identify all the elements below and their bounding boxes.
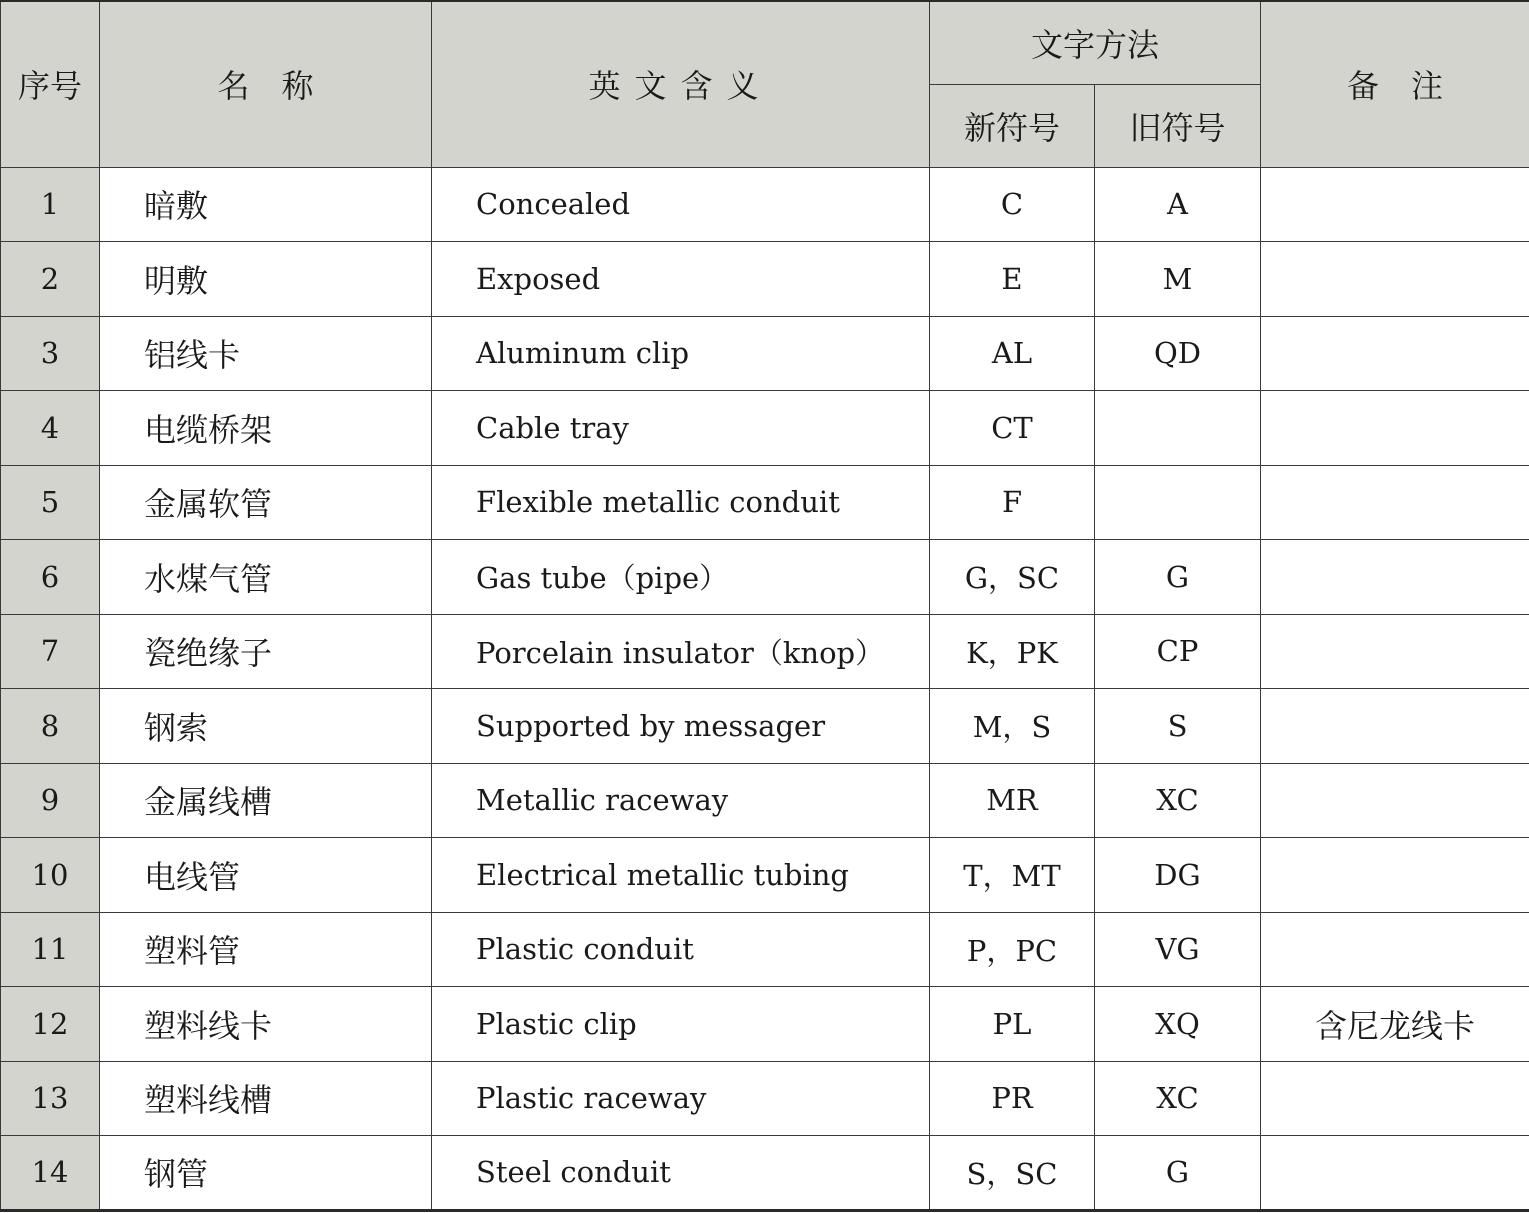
header-old-symbol: 旧符号 bbox=[1095, 84, 1261, 167]
row-new-symbol: T，MT bbox=[930, 838, 1095, 913]
row-english: Plastic conduit bbox=[432, 912, 930, 987]
row-old-symbol: S bbox=[1095, 689, 1261, 764]
row-new-symbol: G，SC bbox=[930, 540, 1095, 615]
row-name: 暗敷 bbox=[100, 167, 432, 242]
table-row bbox=[1, 1136, 1529, 1211]
table-row bbox=[1, 1061, 1529, 1136]
row-name: 水煤气管 bbox=[100, 540, 432, 615]
row-english: Supported by messager bbox=[432, 689, 930, 764]
header-method-group: 文字方法 bbox=[930, 1, 1261, 84]
row-new-symbol: MR bbox=[930, 763, 1095, 838]
row-note bbox=[1261, 465, 1529, 540]
row-english: Concealed bbox=[432, 167, 930, 242]
row-name: 电缆桥架 bbox=[100, 391, 432, 466]
row-english: Aluminum clip bbox=[432, 316, 930, 391]
row-english: Plastic clip bbox=[432, 987, 930, 1062]
table-body bbox=[1, 167, 1529, 1210]
row-old-symbol: QD bbox=[1095, 316, 1261, 391]
row-note bbox=[1261, 838, 1529, 913]
row-note bbox=[1261, 1061, 1529, 1136]
row-note bbox=[1261, 614, 1529, 689]
row-english: Gas tube（pipe） bbox=[432, 540, 930, 615]
row-old-symbol: XC bbox=[1095, 1061, 1261, 1136]
row-new-symbol: P，PC bbox=[930, 912, 1095, 987]
table-row bbox=[1, 465, 1529, 540]
row-old-symbol bbox=[1095, 391, 1261, 466]
table-row bbox=[1, 838, 1529, 913]
row-old-symbol: A bbox=[1095, 167, 1261, 242]
table-header bbox=[1, 1, 1529, 167]
row-name: 塑料线槽 bbox=[100, 1061, 432, 1136]
header-index: 序号 bbox=[1, 1, 100, 167]
row-note bbox=[1261, 167, 1529, 242]
row-english: Electrical metallic tubing bbox=[432, 838, 930, 913]
table-row bbox=[1, 167, 1529, 242]
row-old-symbol: CP bbox=[1095, 614, 1261, 689]
row-english: Cable tray bbox=[432, 391, 930, 466]
header-name: 名 称 bbox=[100, 1, 432, 167]
row-name: 电线管 bbox=[100, 838, 432, 913]
row-name: 塑料管 bbox=[100, 912, 432, 987]
row-note bbox=[1261, 689, 1529, 764]
row-english: Plastic raceway bbox=[432, 1061, 930, 1136]
row-english: Steel conduit bbox=[432, 1136, 930, 1211]
row-index: 5 bbox=[1, 465, 100, 540]
row-old-symbol: XC bbox=[1095, 763, 1261, 838]
row-name: 钢索 bbox=[100, 689, 432, 764]
row-old-symbol: G bbox=[1095, 1136, 1261, 1211]
row-name: 明敷 bbox=[100, 242, 432, 317]
row-english: Exposed bbox=[432, 242, 930, 317]
header-new-symbol: 新符号 bbox=[930, 84, 1095, 167]
table-row bbox=[1, 391, 1529, 466]
row-old-symbol bbox=[1095, 465, 1261, 540]
row-name: 铝线卡 bbox=[100, 316, 432, 391]
header-note: 备 注 bbox=[1261, 1, 1529, 167]
header-row-top bbox=[1, 1, 1529, 84]
row-index: 4 bbox=[1, 391, 100, 466]
row-name: 瓷绝缘子 bbox=[100, 614, 432, 689]
row-index: 1 bbox=[1, 167, 100, 242]
row-new-symbol: S，SC bbox=[930, 1136, 1095, 1211]
row-note bbox=[1261, 316, 1529, 391]
row-name: 钢管 bbox=[100, 1136, 432, 1211]
row-english: Flexible metallic conduit bbox=[432, 465, 930, 540]
table-row bbox=[1, 540, 1529, 615]
table-row bbox=[1, 316, 1529, 391]
header-english: 英文含义 bbox=[432, 1, 930, 167]
row-new-symbol: CT bbox=[930, 391, 1095, 466]
row-old-symbol: M bbox=[1095, 242, 1261, 317]
row-new-symbol: C bbox=[930, 167, 1095, 242]
row-old-symbol: DG bbox=[1095, 838, 1261, 913]
row-index: 14 bbox=[1, 1136, 100, 1211]
row-note bbox=[1261, 391, 1529, 466]
row-index: 10 bbox=[1, 838, 100, 913]
row-index: 9 bbox=[1, 763, 100, 838]
row-name: 金属线槽 bbox=[100, 763, 432, 838]
row-note bbox=[1261, 1136, 1529, 1211]
row-note bbox=[1261, 912, 1529, 987]
row-note: 含尼龙线卡 bbox=[1261, 987, 1529, 1062]
row-note bbox=[1261, 540, 1529, 615]
table-row bbox=[1, 912, 1529, 987]
row-new-symbol: F bbox=[930, 465, 1095, 540]
row-name: 金属软管 bbox=[100, 465, 432, 540]
row-new-symbol: E bbox=[930, 242, 1095, 317]
row-new-symbol: PL bbox=[930, 987, 1095, 1062]
row-index: 13 bbox=[1, 1061, 100, 1136]
row-new-symbol: M，S bbox=[930, 689, 1095, 764]
row-note bbox=[1261, 242, 1529, 317]
row-index: 11 bbox=[1, 912, 100, 987]
table-row bbox=[1, 614, 1529, 689]
row-old-symbol: VG bbox=[1095, 912, 1261, 987]
row-name: 塑料线卡 bbox=[100, 987, 432, 1062]
table-row bbox=[1, 689, 1529, 764]
row-new-symbol: PR bbox=[930, 1061, 1095, 1136]
row-english: Metallic raceway bbox=[432, 763, 930, 838]
row-index: 7 bbox=[1, 614, 100, 689]
row-english: Porcelain insulator（knop） bbox=[432, 614, 930, 689]
table-row bbox=[1, 242, 1529, 317]
row-index: 12 bbox=[1, 987, 100, 1062]
row-old-symbol: XQ bbox=[1095, 987, 1261, 1062]
row-index: 2 bbox=[1, 242, 100, 317]
row-index: 3 bbox=[1, 316, 100, 391]
row-note bbox=[1261, 763, 1529, 838]
table-row bbox=[1, 987, 1529, 1062]
row-old-symbol: G bbox=[1095, 540, 1261, 615]
row-new-symbol: K，PK bbox=[930, 614, 1095, 689]
row-index: 8 bbox=[1, 689, 100, 764]
row-index: 6 bbox=[1, 540, 100, 615]
row-new-symbol: AL bbox=[930, 316, 1095, 391]
table-row bbox=[1, 763, 1529, 838]
